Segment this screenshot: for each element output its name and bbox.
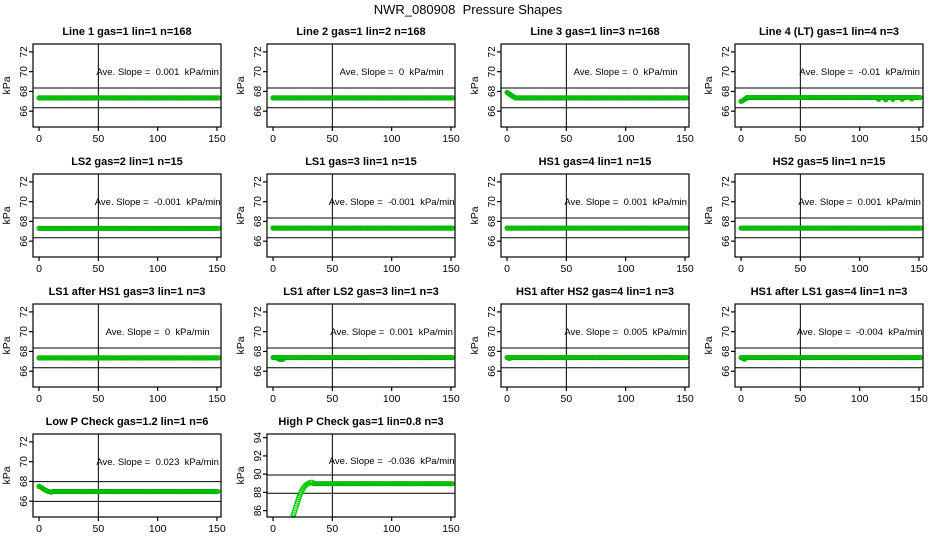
slope-annotation: Ave. Slope = 0.001 kPa/min bbox=[330, 327, 453, 339]
x-tick-label: 100 bbox=[850, 133, 869, 145]
plot-box bbox=[735, 44, 923, 127]
y-tick-label: 68 bbox=[253, 85, 264, 97]
y-tick-label: 86 bbox=[253, 505, 264, 517]
y-tick-label: 66 bbox=[19, 495, 30, 507]
x-tick-label: 50 bbox=[326, 133, 339, 145]
x-tick-label: 0 bbox=[270, 263, 276, 275]
x-tick-label: 150 bbox=[442, 263, 460, 275]
x-tick-label: 150 bbox=[208, 133, 226, 145]
pressure-panel bbox=[0, 20, 234, 150]
data-point bbox=[684, 226, 689, 231]
y-tick-label: 70 bbox=[253, 196, 264, 208]
x-tick-label: 50 bbox=[326, 393, 339, 405]
x-tick-label: 0 bbox=[504, 393, 510, 405]
x-tick-label: 150 bbox=[676, 393, 694, 405]
panel-title: Line 4 (LT) gas=1 lin=4 n=3 bbox=[758, 26, 900, 38]
y-tick-label: 70 bbox=[19, 196, 30, 208]
x-tick-label: 0 bbox=[270, 523, 276, 535]
slope-annotation: Ave. Slope = 0.005 kPa/min bbox=[564, 327, 687, 339]
data-series bbox=[37, 226, 221, 231]
x-tick-label: 100 bbox=[382, 263, 401, 275]
y-axis-title: kPa bbox=[1, 336, 13, 355]
x-tick-label: 50 bbox=[326, 263, 339, 275]
y-tick-label: 72 bbox=[253, 176, 264, 188]
y-tick-label: 68 bbox=[487, 85, 498, 97]
y-tick-label: 66 bbox=[721, 105, 732, 117]
x-tick-label: 100 bbox=[148, 133, 167, 145]
y-tick-label: 72 bbox=[721, 176, 732, 188]
data-series bbox=[505, 355, 689, 361]
plot-canvas bbox=[702, 150, 936, 280]
x-tick-label: 150 bbox=[910, 393, 928, 405]
y-tick-label: 72 bbox=[19, 46, 30, 58]
x-tick-label: 50 bbox=[794, 263, 807, 275]
plot-box bbox=[33, 434, 221, 517]
x-tick-label: 100 bbox=[616, 133, 635, 145]
panel-title: HS1 after LS1 gas=4 lin=1 n=3 bbox=[750, 286, 908, 298]
data-series bbox=[37, 484, 220, 494]
x-tick-label: 150 bbox=[208, 393, 226, 405]
data-point bbox=[918, 95, 923, 100]
plot-box bbox=[267, 304, 455, 387]
data-series bbox=[505, 90, 689, 100]
panel-title: LS1 after HS1 gas=3 lin=1 n=3 bbox=[48, 286, 206, 298]
data-series bbox=[271, 226, 455, 231]
x-tick-label: 0 bbox=[738, 393, 744, 405]
data-series bbox=[739, 95, 922, 103]
data-series bbox=[37, 356, 221, 361]
x-tick-label: 50 bbox=[560, 263, 573, 275]
y-tick-label: 72 bbox=[487, 306, 498, 318]
y-tick-label: 68 bbox=[721, 85, 732, 97]
x-tick-label: 150 bbox=[676, 263, 694, 275]
data-series bbox=[505, 226, 689, 231]
plot-box bbox=[267, 44, 455, 127]
y-tick-label: 72 bbox=[721, 46, 732, 58]
data-point bbox=[450, 96, 455, 101]
y-tick-label: 70 bbox=[721, 66, 732, 78]
y-axis-title: kPa bbox=[235, 466, 247, 485]
y-axis-title: kPa bbox=[235, 206, 247, 225]
x-tick-label: 100 bbox=[148, 263, 167, 275]
plot-canvas bbox=[0, 280, 234, 410]
panel-title: Line 1 gas=1 lin=1 n=168 bbox=[62, 26, 192, 38]
x-tick-label: 0 bbox=[738, 133, 744, 145]
y-tick-label: 70 bbox=[19, 326, 30, 338]
pressure-panel bbox=[234, 410, 468, 540]
y-tick-label: 92 bbox=[253, 450, 264, 462]
y-tick-label: 68 bbox=[19, 345, 30, 357]
slope-annotation: Ave. Slope = -0.01 kPa/min bbox=[799, 67, 920, 79]
y-tick-label: 70 bbox=[19, 456, 30, 468]
plot-box bbox=[33, 44, 221, 127]
axes bbox=[235, 44, 460, 145]
y-axis-title: kPa bbox=[703, 206, 715, 225]
plot-canvas bbox=[234, 410, 468, 540]
pressure-panel bbox=[234, 150, 468, 280]
y-tick-label: 90 bbox=[253, 468, 264, 480]
slope-annotation: Ave. Slope = -0.001 kPa/min bbox=[328, 197, 455, 209]
axes bbox=[703, 174, 928, 275]
y-tick-label: 66 bbox=[253, 235, 264, 247]
y-tick-label: 70 bbox=[487, 66, 498, 78]
axes bbox=[469, 174, 694, 275]
axes bbox=[1, 304, 226, 405]
pressure-panel bbox=[0, 150, 234, 280]
x-tick-label: 50 bbox=[92, 523, 105, 535]
axes bbox=[469, 304, 694, 405]
x-tick-label: 150 bbox=[676, 133, 694, 145]
x-tick-label: 50 bbox=[92, 393, 105, 405]
plot-canvas bbox=[234, 150, 468, 280]
panel-title: HS1 gas=4 lin=1 n=15 bbox=[538, 156, 652, 168]
pressure-panel bbox=[0, 410, 234, 540]
axes bbox=[469, 44, 694, 145]
plot-box bbox=[501, 44, 689, 127]
x-tick-label: 100 bbox=[382, 523, 401, 535]
x-tick-label: 50 bbox=[92, 133, 105, 145]
x-tick-label: 0 bbox=[738, 263, 744, 275]
y-axis-title: kPa bbox=[1, 76, 13, 95]
y-tick-label: 68 bbox=[721, 345, 732, 357]
pressure-panel bbox=[234, 20, 468, 150]
y-axis-title: kPa bbox=[1, 466, 13, 485]
x-tick-label: 150 bbox=[910, 133, 928, 145]
plot-canvas bbox=[702, 280, 936, 410]
x-tick-label: 0 bbox=[270, 133, 276, 145]
slope-annotation: Ave. Slope = 0 kPa/min bbox=[339, 67, 444, 79]
y-tick-label: 72 bbox=[253, 46, 264, 58]
x-tick-label: 150 bbox=[442, 393, 460, 405]
plot-box bbox=[735, 174, 923, 257]
plot-canvas bbox=[702, 20, 936, 150]
y-tick-label: 66 bbox=[253, 365, 264, 377]
y-tick-label: 72 bbox=[19, 306, 30, 318]
x-tick-label: 50 bbox=[560, 393, 573, 405]
pressure-panel bbox=[468, 20, 702, 150]
y-tick-label: 68 bbox=[253, 215, 264, 227]
x-tick-label: 0 bbox=[270, 393, 276, 405]
y-tick-label: 68 bbox=[253, 345, 264, 357]
slope-annotation: Ave. Slope = 0.001 kPa/min bbox=[798, 197, 921, 209]
y-tick-label: 66 bbox=[487, 105, 498, 117]
axes bbox=[235, 174, 460, 275]
panel-title: Line 2 gas=1 lin=2 n=168 bbox=[296, 26, 426, 38]
y-tick-label: 68 bbox=[19, 475, 30, 487]
data-point bbox=[216, 226, 221, 231]
y-tick-label: 66 bbox=[19, 235, 30, 247]
x-tick-label: 100 bbox=[382, 133, 401, 145]
y-tick-label: 68 bbox=[487, 345, 498, 357]
data-point bbox=[918, 355, 923, 360]
y-tick-label: 68 bbox=[487, 215, 498, 227]
axes bbox=[1, 434, 226, 535]
x-tick-label: 100 bbox=[382, 393, 401, 405]
slope-annotation: Ave. Slope = 0.023 kPa/min bbox=[96, 457, 219, 469]
x-tick-label: 100 bbox=[148, 393, 167, 405]
y-axis-title: kPa bbox=[235, 336, 247, 355]
x-tick-label: 0 bbox=[36, 263, 42, 275]
pressure-panel bbox=[234, 280, 468, 410]
y-axis-title: kPa bbox=[1, 206, 13, 225]
data-series bbox=[37, 96, 221, 101]
data-point bbox=[918, 226, 923, 231]
data-series bbox=[271, 96, 455, 101]
x-tick-label: 100 bbox=[148, 523, 167, 535]
x-tick-label: 50 bbox=[794, 133, 807, 145]
data-point bbox=[450, 226, 455, 231]
x-tick-label: 100 bbox=[616, 393, 635, 405]
y-tick-label: 68 bbox=[19, 215, 30, 227]
y-tick-label: 70 bbox=[721, 196, 732, 208]
panel-title: Low P Check gas=1.2 lin=1 n=6 bbox=[45, 416, 209, 428]
panel-title: LS2 gas=2 lin=1 n=15 bbox=[71, 156, 183, 168]
slope-annotation: Ave. Slope = 0.001 kPa/min bbox=[96, 67, 219, 79]
data-series bbox=[739, 355, 923, 361]
x-tick-label: 150 bbox=[910, 263, 928, 275]
y-tick-label: 72 bbox=[487, 46, 498, 58]
plot-box bbox=[33, 304, 221, 387]
y-tick-label: 70 bbox=[487, 196, 498, 208]
data-series bbox=[291, 480, 454, 517]
plot-canvas bbox=[0, 410, 234, 540]
pressure-panel bbox=[702, 20, 936, 150]
y-axis-title: kPa bbox=[235, 76, 247, 95]
plot-canvas bbox=[468, 150, 702, 280]
axes bbox=[703, 44, 928, 145]
y-tick-label: 70 bbox=[19, 66, 30, 78]
pressure-panel bbox=[0, 280, 234, 410]
axes bbox=[1, 44, 226, 145]
y-tick-label: 94 bbox=[253, 432, 264, 444]
slope-annotation: Ave. Slope = -0.036 kPa/min bbox=[328, 455, 455, 467]
plot-box bbox=[735, 304, 923, 387]
x-tick-label: 100 bbox=[850, 393, 869, 405]
data-point bbox=[684, 96, 689, 101]
axes bbox=[1, 174, 226, 275]
plot-canvas bbox=[234, 20, 468, 150]
pressure-panel bbox=[702, 280, 936, 410]
y-tick-label: 70 bbox=[253, 326, 264, 338]
plot-canvas bbox=[468, 280, 702, 410]
y-tick-label: 66 bbox=[253, 105, 264, 117]
y-tick-label: 66 bbox=[19, 365, 30, 377]
y-axis-title: kPa bbox=[703, 336, 715, 355]
panel-title: High P Check gas=1 lin=0.8 n=3 bbox=[278, 416, 444, 428]
x-tick-label: 50 bbox=[92, 263, 105, 275]
plot-canvas bbox=[0, 150, 234, 280]
y-tick-label: 72 bbox=[721, 306, 732, 318]
axes bbox=[703, 304, 928, 405]
y-tick-label: 72 bbox=[253, 306, 264, 318]
x-tick-label: 50 bbox=[794, 393, 807, 405]
x-tick-label: 100 bbox=[850, 263, 869, 275]
pressure-panel bbox=[702, 150, 936, 280]
axes bbox=[235, 304, 460, 405]
pressure-panel bbox=[468, 280, 702, 410]
data-point bbox=[450, 355, 455, 360]
y-axis-title: kPa bbox=[469, 206, 481, 225]
plot-canvas bbox=[468, 20, 702, 150]
y-tick-label: 72 bbox=[19, 436, 30, 448]
plot-canvas bbox=[0, 20, 234, 150]
x-tick-label: 0 bbox=[504, 133, 510, 145]
y-axis-title: kPa bbox=[469, 336, 481, 355]
slope-annotation: Ave. Slope = -0.004 kPa/min bbox=[796, 327, 923, 339]
x-tick-label: 150 bbox=[442, 523, 460, 535]
figure-title: NWR_080908 Pressure Shapes bbox=[373, 2, 563, 17]
slope-annotation: Ave. Slope = 0 kPa/min bbox=[573, 67, 678, 79]
plot-box bbox=[501, 304, 689, 387]
y-tick-label: 70 bbox=[721, 326, 732, 338]
data-point bbox=[216, 96, 221, 101]
x-tick-label: 0 bbox=[36, 133, 42, 145]
data-point bbox=[216, 356, 221, 361]
plot-canvas bbox=[234, 280, 468, 410]
panel-title: LS1 gas=3 lin=1 n=15 bbox=[305, 156, 417, 168]
y-tick-label: 66 bbox=[19, 105, 30, 117]
data-point bbox=[450, 481, 455, 486]
panel-title: HS2 gas=5 lin=1 n=15 bbox=[772, 156, 886, 168]
data-series bbox=[271, 355, 455, 362]
x-tick-label: 150 bbox=[442, 133, 460, 145]
y-tick-label: 68 bbox=[19, 85, 30, 97]
y-axis-title: kPa bbox=[469, 76, 481, 95]
pressure-panel bbox=[468, 150, 702, 280]
y-axis-title: kPa bbox=[703, 76, 715, 95]
y-tick-label: 70 bbox=[487, 326, 498, 338]
x-tick-label: 150 bbox=[208, 263, 226, 275]
data-series bbox=[739, 226, 923, 231]
y-tick-label: 72 bbox=[487, 176, 498, 188]
panel-title: LS1 after LS2 gas=3 lin=1 n=3 bbox=[283, 286, 439, 298]
x-tick-label: 0 bbox=[36, 523, 42, 535]
plot-box bbox=[33, 174, 221, 257]
x-tick-label: 0 bbox=[504, 263, 510, 275]
panel-title: HS1 after HS2 gas=4 lin=1 n=3 bbox=[515, 286, 675, 298]
panel-title: Line 3 gas=1 lin=3 n=168 bbox=[530, 26, 660, 38]
data-point bbox=[684, 355, 689, 360]
x-tick-label: 50 bbox=[326, 523, 339, 535]
x-tick-label: 0 bbox=[36, 393, 42, 405]
y-tick-label: 70 bbox=[253, 66, 264, 78]
y-tick-label: 88 bbox=[253, 486, 264, 498]
y-tick-label: 72 bbox=[19, 176, 30, 188]
y-tick-label: 66 bbox=[721, 235, 732, 247]
plot-box bbox=[501, 174, 689, 257]
slope-annotation: Ave. Slope = 0.001 kPa/min bbox=[564, 197, 687, 209]
y-tick-label: 66 bbox=[487, 235, 498, 247]
y-tick-label: 66 bbox=[487, 365, 498, 377]
data-point bbox=[215, 489, 220, 494]
y-tick-label: 66 bbox=[721, 365, 732, 377]
slope-annotation: Ave. Slope = -0.001 kPa/min bbox=[94, 197, 221, 209]
slope-annotation: Ave. Slope = 0 kPa/min bbox=[105, 327, 210, 339]
y-tick-label: 68 bbox=[721, 215, 732, 227]
x-tick-label: 150 bbox=[208, 523, 226, 535]
x-tick-label: 50 bbox=[560, 133, 573, 145]
plot-box bbox=[267, 174, 455, 257]
x-tick-label: 100 bbox=[616, 263, 635, 275]
